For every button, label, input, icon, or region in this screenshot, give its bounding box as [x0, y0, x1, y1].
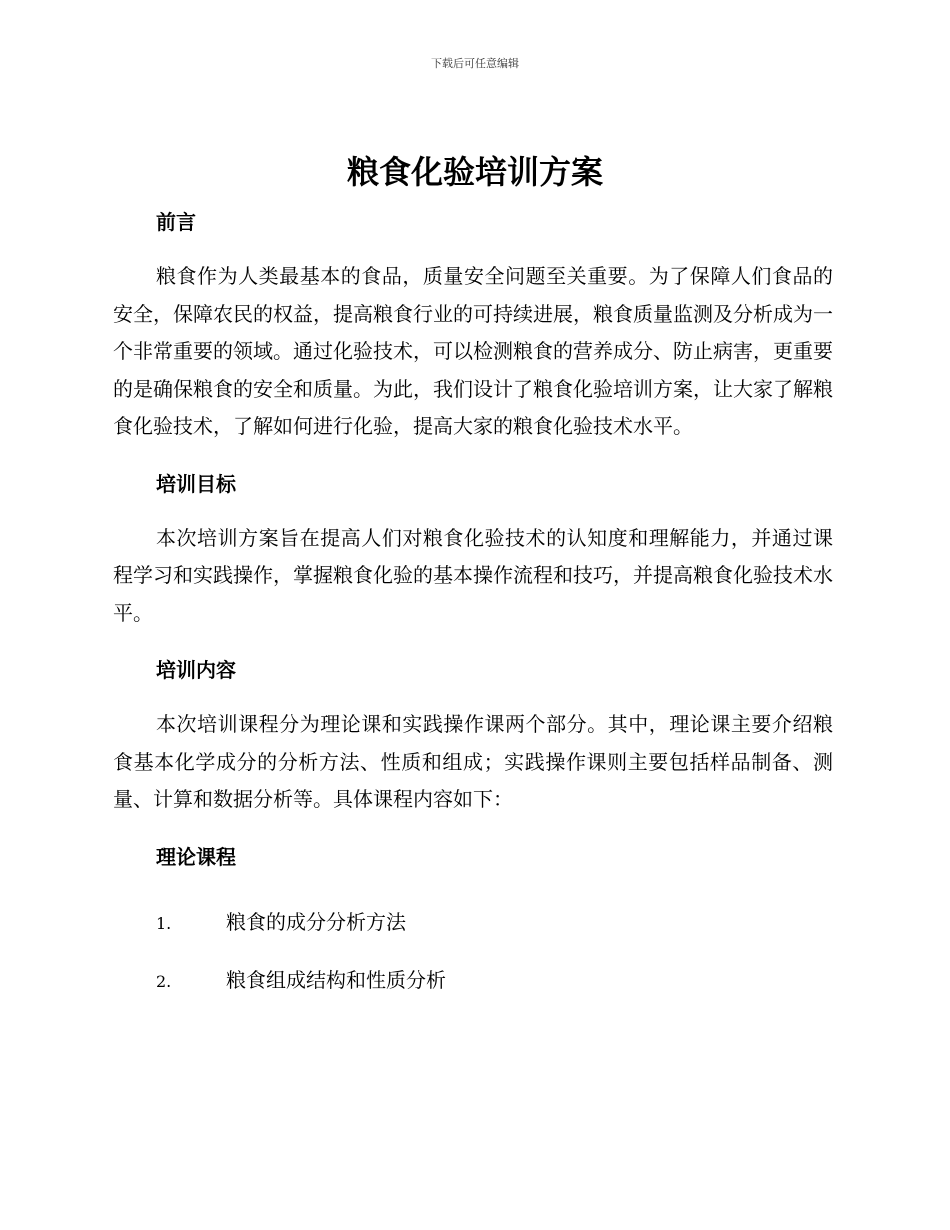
spacer: [113, 506, 833, 520]
spacer: [113, 446, 833, 462]
spacer: [113, 879, 833, 893]
section-heading-goal: 培训目标: [156, 471, 236, 496]
paragraph-goal: 本次培训方案旨在提高人们对粮食化验技术的认知度和理解能力，并通过课程学习和实践操作，掌握粮食化验的基本操作流程和技巧，并提高粮食化验技术水平。: [113, 525, 833, 625]
list-item: [113, 893, 833, 951]
section-heading-theory: 理论课程: [156, 844, 236, 869]
page-header-note: 下载后可任意编辑: [431, 57, 519, 70]
document-body: [113, 200, 833, 1009]
theory-course-list: [113, 893, 833, 1009]
spacer: [113, 244, 833, 258]
list-item-text: 粮食组成结构和性质分析: [226, 967, 446, 992]
paragraph-preface: 粮食作为人类最基本的食品，质量安全问题至关重要。为了保障人们食品的安全，保障农民的权益，提高粮食行业的可持续进展，粮食质量监测及分析成为一个非常重要的领域。通过化验技术，可以检测粮食的营养成分、防止病害，更重要的是确保粮食的安全和质量。为此，我们设计了粮食化验培训方案，让大家了解粮食化验技术，了解如何进行化验，提高大家的粮食化验技术水平。: [113, 264, 833, 438]
paragraph-content: 本次培训课程分为理论课和实践操作课两个部分。其中，理论课主要介绍粮食基本化学成分的分析方法、性质和组成；实践操作课则主要包括样品制备、测量、计算和数据分析等。具体课程内容如下：: [113, 712, 833, 811]
document-title: 粮食化验培训方案: [346, 153, 603, 191]
list-item-text: 粮食的成分分析方法: [226, 909, 406, 934]
spacer: [113, 692, 833, 706]
section-heading-content: 培训内容: [156, 658, 236, 682]
spacer: [113, 819, 833, 835]
spacer: [113, 632, 833, 648]
section-heading-preface: 前言: [156, 210, 196, 234]
list-item: [113, 951, 833, 1009]
list-item-number: 1.: [156, 913, 172, 933]
list-item-number: 2.: [156, 971, 172, 991]
